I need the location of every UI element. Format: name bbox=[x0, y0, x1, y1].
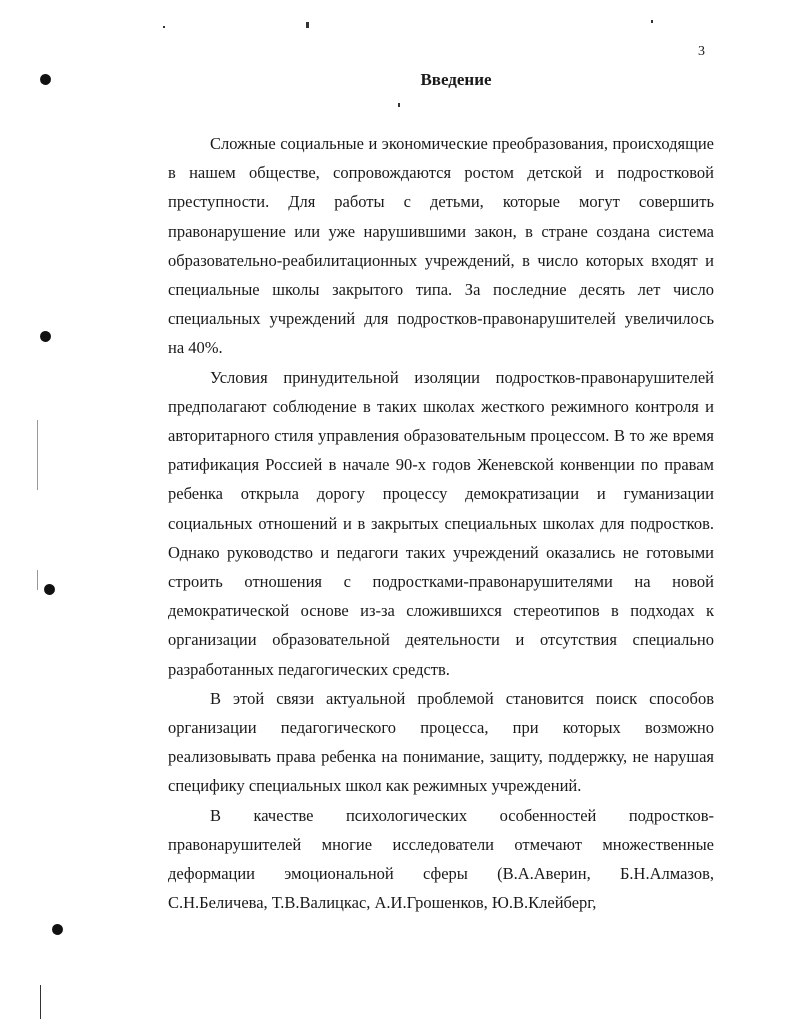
page-number: 3 bbox=[698, 44, 705, 59]
punch-hole-mark bbox=[50, 922, 64, 936]
scan-speck bbox=[306, 22, 309, 28]
document-body bbox=[168, 129, 714, 917]
scan-speck bbox=[651, 20, 653, 23]
paragraph-text: Сложные социальные и экономические преобразования, происходящие в нашем обществе, сопровождаются ростом детской и подростковой преступности. Для работы с детьми, которые могут совершить правонарушение или уже нарушившими закон, в стране создана система образовательно-реабилитационных учреждений, в число которых входят и специальные школы закрытого типа. За последние десять лет число специальных учреждений для подростков-правонарушителей увеличилось на 40%. bbox=[168, 134, 714, 358]
paragraph-text: Условия принудительной изоляции подростков-правонарушителей предполагают соблюдение в таких школах жесткого режимного контроля и авторитарного стиля управления образовательным процессом. В то же время ратификация Россией в начале 90-х годов Женевской конвенции по правам ребенка открыла дорогу процессу демократизации и гуманизации социальных отношений и в закрытых специальных школах для подростков. Однако руководство и педагоги таких учреждений оказались не готовыми строить отношения с подростками-правонарушителями на новой демократической основе из-за сложившихся стереотипов в подходах к организации образовательной деятельности и отсутствия специально разработанных педагогических средств. bbox=[168, 367, 714, 679]
punch-hole-mark bbox=[42, 582, 56, 596]
paragraph bbox=[168, 801, 714, 918]
scan-edge-line bbox=[37, 570, 38, 590]
page-title: Введение bbox=[420, 70, 492, 89]
punch-hole-mark bbox=[38, 329, 52, 343]
scan-speck bbox=[163, 26, 165, 28]
paragraph bbox=[168, 684, 714, 801]
scan-speck bbox=[398, 103, 400, 107]
paragraph-text: В качестве психологических особенностей подростков-правонарушителей многие исследователи отмечают множественные деформации эмоциональной сферы (В.А.Аверин, Б.Н.Алмазов, С.Н.Беличева, Т.В.Валицкас, А.И.Грошенков, Ю.В.Клейберг, bbox=[168, 805, 714, 913]
paragraph-text: В этой связи актуальной проблемой становится поиск способов организации педагогического процесса, при которых возможно реализовывать права ребенка на понимание, защиту, поддержку, не нарушая специфику специальных школ как режимных учреждений. bbox=[168, 688, 714, 796]
scan-edge-line bbox=[40, 985, 41, 1019]
paragraph bbox=[168, 129, 714, 363]
paragraph bbox=[168, 363, 714, 684]
scan-edge-line bbox=[37, 420, 38, 490]
